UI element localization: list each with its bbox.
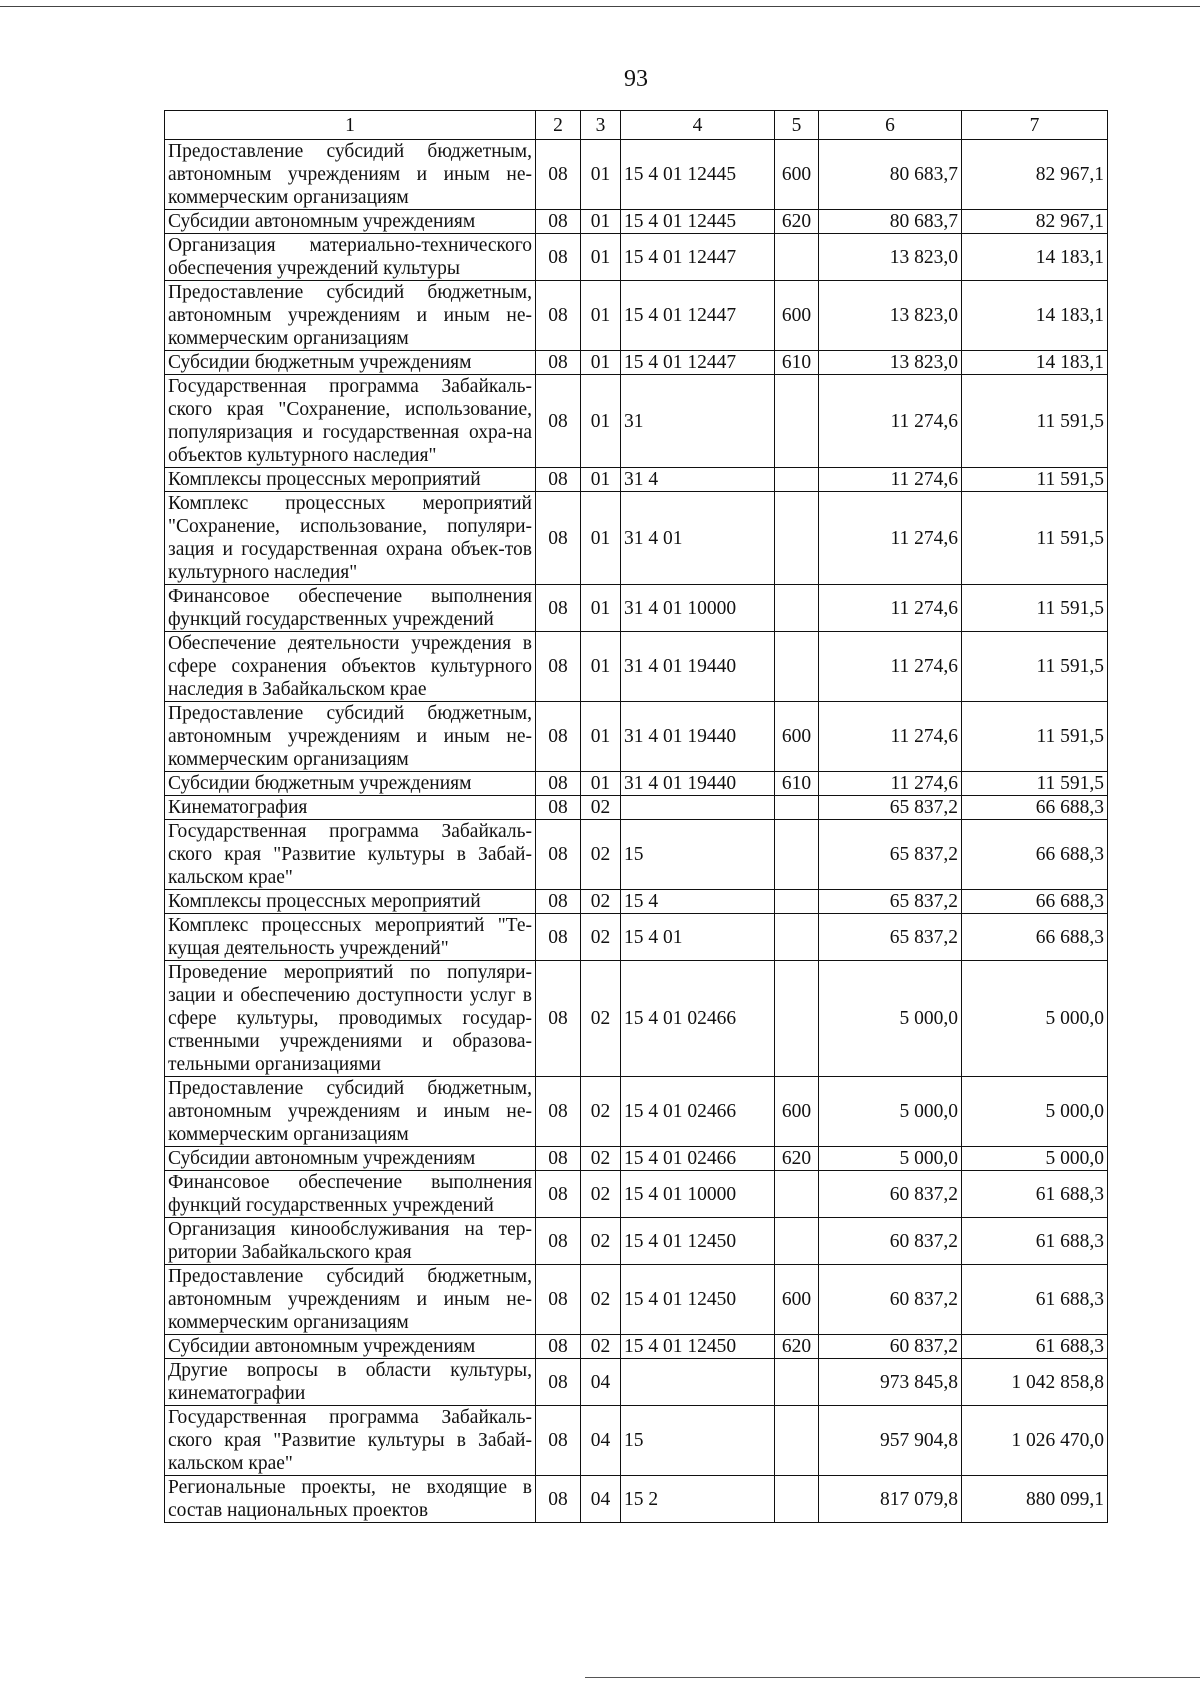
budget-table — [164, 110, 1108, 1523]
amount-year2-cell: 880 099,1 — [962, 1476, 1108, 1523]
expense-type-cell: 600 — [775, 140, 819, 210]
subsection-code-cell: 01 — [581, 772, 621, 796]
amount-year1-cell: 60 837,2 — [819, 1218, 962, 1265]
amount-year2-cell: 11 591,5 — [962, 772, 1108, 796]
subsection-code-cell: 02 — [581, 1147, 621, 1171]
amount-year1-cell: 80 683,7 — [819, 140, 962, 210]
expense-type-cell — [775, 914, 819, 961]
target-article-cell: 31 4 01 — [621, 492, 775, 585]
subsection-code-cell: 02 — [581, 1077, 621, 1147]
table-row — [165, 1335, 1108, 1359]
row-name-cell: Субсидии бюджетным учреждениям — [165, 772, 536, 796]
section-code-cell: 08 — [536, 351, 581, 375]
amount-year1-cell: 11 274,6 — [819, 492, 962, 585]
section-code-cell: 08 — [536, 1335, 581, 1359]
row-name-cell: Комплексы процессных мероприятий — [165, 890, 536, 914]
amount-year1-cell: 11 274,6 — [819, 702, 962, 772]
bottom-border-line — [585, 1677, 1200, 1678]
amount-year2-cell: 5 000,0 — [962, 1077, 1108, 1147]
row-name-cell: Другие вопросы в области культуры, кинематографии — [165, 1359, 536, 1406]
amount-year2-cell: 11 591,5 — [962, 585, 1108, 632]
table-header-row — [165, 111, 1108, 140]
table-row — [165, 492, 1108, 585]
subsection-code-cell: 02 — [581, 1265, 621, 1335]
amount-year1-cell: 65 837,2 — [819, 914, 962, 961]
target-article-cell — [621, 796, 775, 820]
subsection-code-cell: 01 — [581, 375, 621, 468]
section-code-cell: 08 — [536, 914, 581, 961]
row-name-cell: Субсидии бюджетным учреждениям — [165, 351, 536, 375]
amount-year2-cell: 1 042 858,8 — [962, 1359, 1108, 1406]
amount-year2-cell: 66 688,3 — [962, 890, 1108, 914]
amount-year2-cell: 14 183,1 — [962, 281, 1108, 351]
target-article-cell: 31 — [621, 375, 775, 468]
amount-year2-cell: 11 591,5 — [962, 468, 1108, 492]
target-article-cell: 15 4 01 02466 — [621, 1077, 775, 1147]
expense-type-cell: 600 — [775, 702, 819, 772]
table-row — [165, 351, 1108, 375]
expense-type-cell: 600 — [775, 1265, 819, 1335]
section-code-cell: 08 — [536, 702, 581, 772]
expense-type-cell: 620 — [775, 1335, 819, 1359]
row-name-cell: Предоставление субсидий бюджетным, автономным учреждениям и иным не-коммерческим организациям — [165, 1265, 536, 1335]
target-article-cell: 15 4 01 12447 — [621, 351, 775, 375]
amount-year2-cell: 66 688,3 — [962, 820, 1108, 890]
section-code-cell: 08 — [536, 1265, 581, 1335]
amount-year2-cell: 11 591,5 — [962, 632, 1108, 702]
amount-year1-cell: 5 000,0 — [819, 1077, 962, 1147]
table-row — [165, 914, 1108, 961]
section-code-cell: 08 — [536, 585, 581, 632]
page-number: 93 — [624, 66, 648, 92]
section-code-cell: 08 — [536, 281, 581, 351]
section-code-cell: 08 — [536, 1476, 581, 1523]
target-article-cell: 31 4 01 10000 — [621, 585, 775, 632]
section-code-cell: 08 — [536, 1171, 581, 1218]
row-name-cell: Государственная программа Забайкаль-ского края "Развитие культуры в Забай-кальском крае" — [165, 820, 536, 890]
section-code-cell: 08 — [536, 890, 581, 914]
expense-type-cell: 610 — [775, 772, 819, 796]
column-header: 4 — [621, 111, 775, 140]
subsection-code-cell: 01 — [581, 632, 621, 702]
amount-year1-cell: 60 837,2 — [819, 1335, 962, 1359]
table-row — [165, 890, 1108, 914]
row-name-cell: Региональные проекты, не входящие в состав национальных проектов — [165, 1476, 536, 1523]
subsection-code-cell: 02 — [581, 890, 621, 914]
amount-year1-cell: 11 274,6 — [819, 585, 962, 632]
expense-type-cell: 600 — [775, 1077, 819, 1147]
top-border-line — [0, 6, 1200, 7]
expense-type-cell — [775, 796, 819, 820]
subsection-code-cell: 02 — [581, 820, 621, 890]
target-article-cell: 15 4 01 02466 — [621, 1147, 775, 1171]
section-code-cell: 08 — [536, 796, 581, 820]
section-code-cell: 08 — [536, 140, 581, 210]
subsection-code-cell: 01 — [581, 140, 621, 210]
amount-year1-cell: 11 274,6 — [819, 375, 962, 468]
table-row — [165, 1476, 1108, 1523]
section-code-cell: 08 — [536, 234, 581, 281]
target-article-cell: 15 4 01 12450 — [621, 1335, 775, 1359]
subsection-code-cell: 04 — [581, 1359, 621, 1406]
expense-type-cell — [775, 585, 819, 632]
table-row — [165, 772, 1108, 796]
table-body — [165, 140, 1108, 1523]
expense-type-cell: 610 — [775, 351, 819, 375]
row-name-cell: Субсидии автономным учреждениям — [165, 210, 536, 234]
subsection-code-cell: 04 — [581, 1406, 621, 1476]
row-name-cell: Предоставление субсидий бюджетным, автономным учреждениям и иным не-коммерческим организациям — [165, 702, 536, 772]
amount-year2-cell: 11 591,5 — [962, 702, 1108, 772]
section-code-cell: 08 — [536, 492, 581, 585]
subsection-code-cell: 01 — [581, 210, 621, 234]
target-article-cell: 15 4 01 12450 — [621, 1218, 775, 1265]
row-name-cell: Организация кинообслуживания на тер-ритории Забайкальского края — [165, 1218, 536, 1265]
row-name-cell: Государственная программа Забайкаль-ского края "Сохранение, использование, популяризация и государственная охра-на объектов культурного наследия" — [165, 375, 536, 468]
table-row — [165, 1359, 1108, 1406]
target-article-cell: 15 4 01 12445 — [621, 140, 775, 210]
table-row — [165, 796, 1108, 820]
target-article-cell: 31 4 01 19440 — [621, 772, 775, 796]
subsection-code-cell: 01 — [581, 492, 621, 585]
expense-type-cell — [775, 492, 819, 585]
row-name-cell: Комплекс процессных мероприятий "Те-кущая деятельность учреждений" — [165, 914, 536, 961]
amount-year1-cell: 60 837,2 — [819, 1265, 962, 1335]
amount-year1-cell: 65 837,2 — [819, 796, 962, 820]
amount-year2-cell: 61 688,3 — [962, 1265, 1108, 1335]
table-row — [165, 468, 1108, 492]
table-row — [165, 140, 1108, 210]
table-row — [165, 585, 1108, 632]
expense-type-cell — [775, 1359, 819, 1406]
row-name-cell: Субсидии автономным учреждениям — [165, 1335, 536, 1359]
table-row — [165, 234, 1108, 281]
target-article-cell: 15 4 01 02466 — [621, 961, 775, 1077]
amount-year1-cell: 11 274,6 — [819, 772, 962, 796]
subsection-code-cell: 02 — [581, 1335, 621, 1359]
row-name-cell: Субсидии автономным учреждениям — [165, 1147, 536, 1171]
row-name-cell: Финансовое обеспечение выполнения функций государственных учреждений — [165, 1171, 536, 1218]
column-header: 6 — [819, 111, 962, 140]
table-row — [165, 281, 1108, 351]
amount-year2-cell: 82 967,1 — [962, 210, 1108, 234]
section-code-cell: 08 — [536, 961, 581, 1077]
amount-year1-cell: 80 683,7 — [819, 210, 962, 234]
amount-year2-cell: 82 967,1 — [962, 140, 1108, 210]
expense-type-cell — [775, 468, 819, 492]
amount-year2-cell: 11 591,5 — [962, 492, 1108, 585]
section-code-cell: 08 — [536, 1218, 581, 1265]
expense-type-cell — [775, 961, 819, 1077]
subsection-code-cell: 01 — [581, 585, 621, 632]
expense-type-cell — [775, 632, 819, 702]
target-article-cell: 15 4 01 12450 — [621, 1265, 775, 1335]
target-article-cell: 15 4 01 12447 — [621, 234, 775, 281]
row-name-cell: Предоставление субсидий бюджетным, автономным учреждениям и иным не-коммерческим организациям — [165, 1077, 536, 1147]
amount-year2-cell: 61 688,3 — [962, 1335, 1108, 1359]
table-row — [165, 1218, 1108, 1265]
table-row — [165, 375, 1108, 468]
column-header: 7 — [962, 111, 1108, 140]
table-row — [165, 210, 1108, 234]
column-header: 2 — [536, 111, 581, 140]
amount-year2-cell: 5 000,0 — [962, 1147, 1108, 1171]
amount-year1-cell: 957 904,8 — [819, 1406, 962, 1476]
section-code-cell: 08 — [536, 1077, 581, 1147]
expense-type-cell — [775, 234, 819, 281]
amount-year1-cell: 13 823,0 — [819, 281, 962, 351]
row-name-cell: Предоставление субсидий бюджетным, автономным учреждениям и иным не-коммерческим организациям — [165, 281, 536, 351]
amount-year2-cell: 61 688,3 — [962, 1218, 1108, 1265]
expense-type-cell — [775, 890, 819, 914]
target-article-cell: 31 4 01 19440 — [621, 702, 775, 772]
target-article-cell: 15 4 01 12445 — [621, 210, 775, 234]
expense-type-cell — [775, 375, 819, 468]
subsection-code-cell: 04 — [581, 1476, 621, 1523]
subsection-code-cell: 01 — [581, 234, 621, 281]
target-article-cell: 31 4 01 19440 — [621, 632, 775, 702]
target-article-cell: 15 — [621, 820, 775, 890]
amount-year2-cell: 1 026 470,0 — [962, 1406, 1108, 1476]
row-name-cell: Комплекс процессных мероприятий "Сохранение, использование, популяри-зация и государственная охрана объек-тов культурного наследия" — [165, 492, 536, 585]
amount-year1-cell: 11 274,6 — [819, 632, 962, 702]
target-article-cell — [621, 1359, 775, 1406]
table-row — [165, 702, 1108, 772]
section-code-cell: 08 — [536, 210, 581, 234]
table-row — [165, 820, 1108, 890]
amount-year1-cell: 817 079,8 — [819, 1476, 962, 1523]
amount-year2-cell: 66 688,3 — [962, 914, 1108, 961]
amount-year1-cell: 5 000,0 — [819, 1147, 962, 1171]
table-row — [165, 1406, 1108, 1476]
section-code-cell: 08 — [536, 772, 581, 796]
subsection-code-cell: 02 — [581, 1171, 621, 1218]
target-article-cell: 15 4 01 10000 — [621, 1171, 775, 1218]
column-header: 1 — [165, 111, 536, 140]
subsection-code-cell: 02 — [581, 914, 621, 961]
amount-year1-cell: 13 823,0 — [819, 351, 962, 375]
amount-year2-cell: 11 591,5 — [962, 375, 1108, 468]
expense-type-cell — [775, 1476, 819, 1523]
target-article-cell: 15 4 01 — [621, 914, 775, 961]
section-code-cell: 08 — [536, 1359, 581, 1406]
amount-year1-cell: 60 837,2 — [819, 1171, 962, 1218]
subsection-code-cell: 01 — [581, 702, 621, 772]
expense-type-cell — [775, 820, 819, 890]
amount-year2-cell: 14 183,1 — [962, 351, 1108, 375]
amount-year1-cell: 973 845,8 — [819, 1359, 962, 1406]
target-article-cell: 15 2 — [621, 1476, 775, 1523]
target-article-cell: 15 — [621, 1406, 775, 1476]
section-code-cell: 08 — [536, 468, 581, 492]
amount-year2-cell: 66 688,3 — [962, 796, 1108, 820]
subsection-code-cell: 01 — [581, 351, 621, 375]
column-header: 3 — [581, 111, 621, 140]
table-row — [165, 1171, 1108, 1218]
row-name-cell: Организация материально-технического обеспечения учреждений культуры — [165, 234, 536, 281]
table-row — [165, 1147, 1108, 1171]
table-row — [165, 1265, 1108, 1335]
section-code-cell: 08 — [536, 1147, 581, 1171]
table-row — [165, 961, 1108, 1077]
expense-type-cell — [775, 1218, 819, 1265]
subsection-code-cell: 02 — [581, 1218, 621, 1265]
section-code-cell: 08 — [536, 820, 581, 890]
table-row — [165, 632, 1108, 702]
row-name-cell: Финансовое обеспечение выполнения функций государственных учреждений — [165, 585, 536, 632]
subsection-code-cell: 02 — [581, 961, 621, 1077]
subsection-code-cell: 01 — [581, 468, 621, 492]
amount-year1-cell: 11 274,6 — [819, 468, 962, 492]
amount-year2-cell: 61 688,3 — [962, 1171, 1108, 1218]
target-article-cell: 31 4 — [621, 468, 775, 492]
row-name-cell: Предоставление субсидий бюджетным, автономным учреждениям и иным не-коммерческим организациям — [165, 140, 536, 210]
row-name-cell: Обеспечение деятельности учреждения в сфере сохранения объектов культурного наследия в Забайкальском крае — [165, 632, 536, 702]
expense-type-cell — [775, 1406, 819, 1476]
expense-type-cell: 620 — [775, 210, 819, 234]
amount-year1-cell: 5 000,0 — [819, 961, 962, 1077]
row-name-cell: Кинематография — [165, 796, 536, 820]
expense-type-cell: 600 — [775, 281, 819, 351]
amount-year2-cell: 14 183,1 — [962, 234, 1108, 281]
amount-year1-cell: 65 837,2 — [819, 890, 962, 914]
target-article-cell: 15 4 01 12447 — [621, 281, 775, 351]
subsection-code-cell: 01 — [581, 281, 621, 351]
row-name-cell: Проведение мероприятий по популяри-зации и обеспечению доступности услуг в сфере культуры, проводимых государ-ственными учреждениями и образова-тельными организациями — [165, 961, 536, 1077]
section-code-cell: 08 — [536, 632, 581, 702]
subsection-code-cell: 02 — [581, 796, 621, 820]
row-name-cell: Комплексы процессных мероприятий — [165, 468, 536, 492]
section-code-cell: 08 — [536, 375, 581, 468]
target-article-cell: 15 4 — [621, 890, 775, 914]
amount-year1-cell: 65 837,2 — [819, 820, 962, 890]
column-header: 5 — [775, 111, 819, 140]
section-code-cell: 08 — [536, 1406, 581, 1476]
table-row — [165, 1077, 1108, 1147]
expense-type-cell: 620 — [775, 1147, 819, 1171]
row-name-cell: Государственная программа Забайкаль-ского края "Развитие культуры в Забай-кальском крае" — [165, 1406, 536, 1476]
expense-type-cell — [775, 1171, 819, 1218]
amount-year1-cell: 13 823,0 — [819, 234, 962, 281]
amount-year2-cell: 5 000,0 — [962, 961, 1108, 1077]
